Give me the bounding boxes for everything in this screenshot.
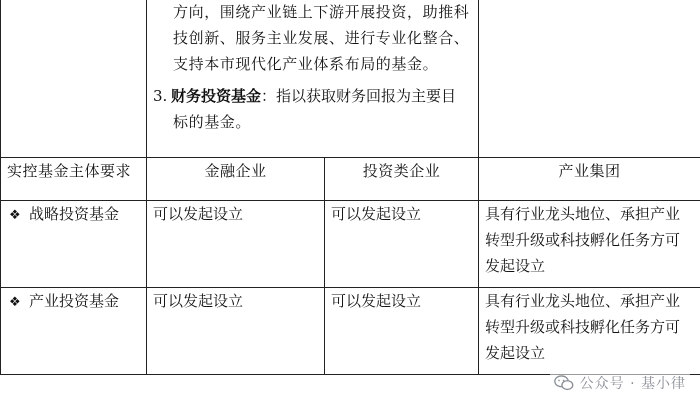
investment-cell: 可以发起设立 xyxy=(325,288,479,375)
investment-cell: 可以发起设立 xyxy=(325,201,479,288)
row-label: 产业投资基金 xyxy=(29,292,120,310)
header-investment-enterprise: 投资类企业 xyxy=(325,158,479,201)
diamond-bullet-icon: ❖ xyxy=(9,295,21,310)
definition-line: 方向，围绕产业链上下游开展投资，助推科 xyxy=(173,3,470,21)
watermark-text: 公众号 · 基小律 xyxy=(579,376,686,392)
definition-right-empty-cell xyxy=(479,0,700,158)
industrial-line: 转型升级或科技孵化任务方可 xyxy=(485,231,681,249)
definition-line: 支持本市现代化产业体系布局的基金。 xyxy=(173,55,439,73)
industrial-line: 转型升级或科技孵化任务方可 xyxy=(485,318,681,336)
financial-fund-definition xyxy=(153,83,472,109)
industrial-line: 发起设立 xyxy=(485,344,546,362)
header-industrial-group: 产业集团 xyxy=(479,158,700,201)
table-row xyxy=(1,288,700,375)
definition-row xyxy=(1,0,700,158)
row-label: 战略投资基金 xyxy=(29,205,120,223)
table-header-row xyxy=(1,158,700,201)
financial-fund-term: 财务投资基金 xyxy=(171,87,262,105)
definition-line: 技创新、服务主业发展、进行专业化整合、 xyxy=(173,29,470,47)
industrial-line: 发起设立 xyxy=(485,257,546,275)
definition-cell xyxy=(147,0,479,158)
industrial-line: 具有行业龙头地位、承担产业 xyxy=(485,292,681,310)
header-financial-enterprise: 金融企业 xyxy=(147,158,325,201)
header-entity-requirement: 实控基金主体要求 xyxy=(1,158,147,201)
financial-fund-text: ：指以获取财务回报为主要目 xyxy=(261,87,457,105)
definition-line: 标的基金。 xyxy=(173,113,252,131)
financial-cell: 可以发起设立 xyxy=(147,201,325,288)
industrial-cell xyxy=(479,288,700,375)
row-label-cell xyxy=(1,201,147,288)
financial-cell: 可以发起设立 xyxy=(147,288,325,375)
item-number: 3. xyxy=(153,87,168,105)
definition-left-empty-cell xyxy=(1,0,147,158)
industrial-line: 具有行业龙头地位、承担产业 xyxy=(485,205,681,223)
wechat-icon xyxy=(554,374,574,392)
table-row xyxy=(1,201,700,288)
industrial-cell xyxy=(479,201,700,288)
diamond-bullet-icon: ❖ xyxy=(9,208,21,223)
row-label-cell xyxy=(1,288,147,375)
watermark xyxy=(550,371,690,395)
